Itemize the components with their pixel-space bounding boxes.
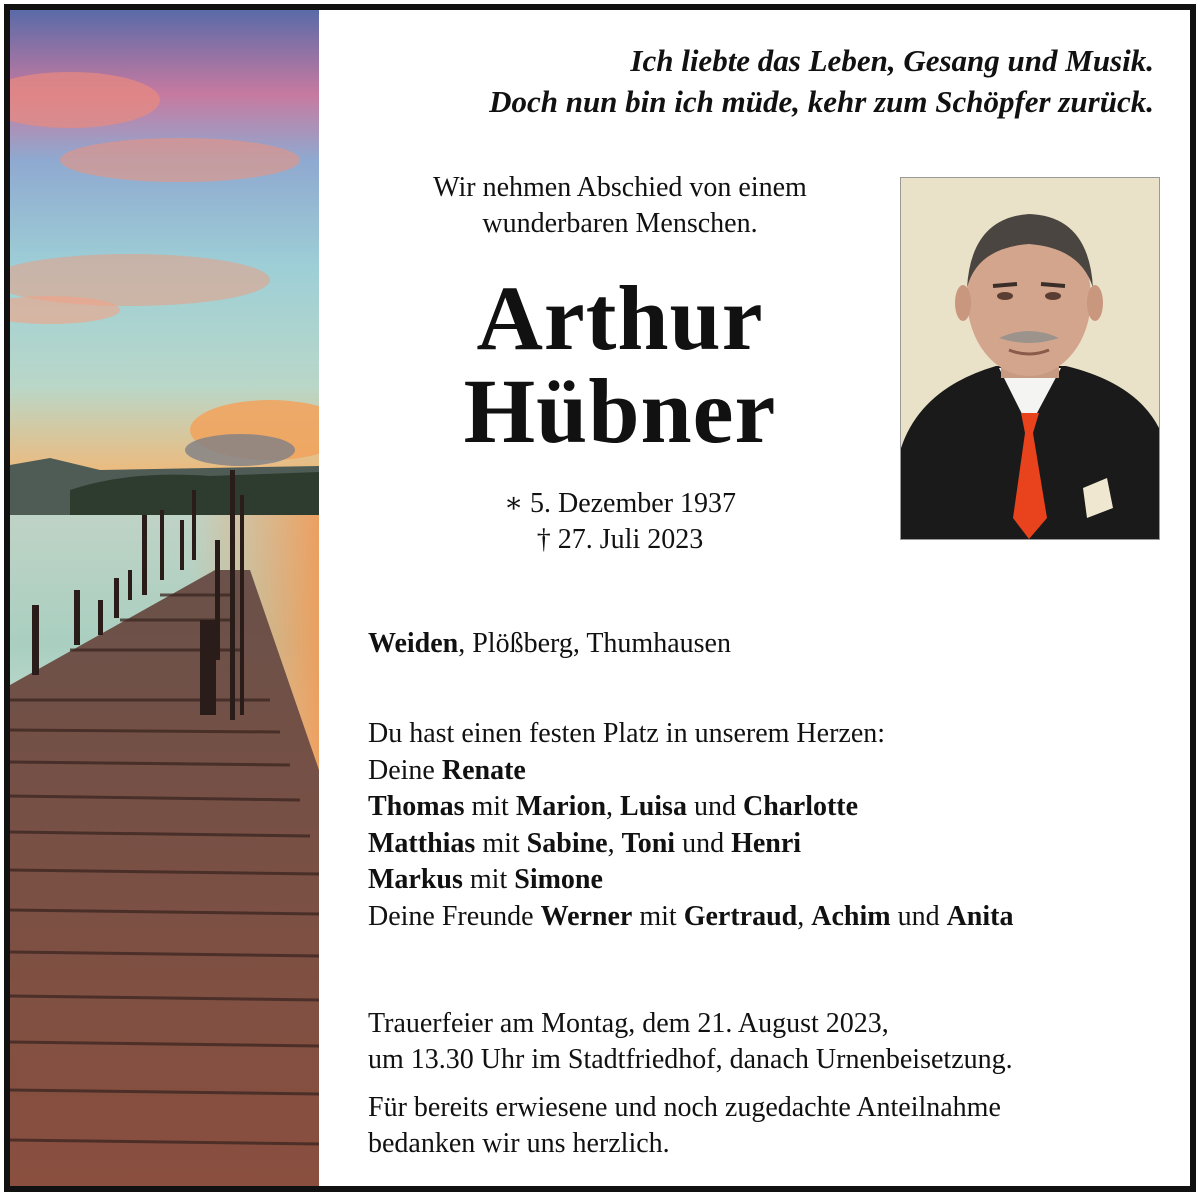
mourner-line xyxy=(368,899,1013,936)
mourner-name: Toni xyxy=(621,827,676,859)
funeral-info xyxy=(368,1006,1013,1078)
text: mit xyxy=(464,791,516,822)
mourner-line xyxy=(368,753,1013,790)
mourner-name: Sabine xyxy=(526,827,608,859)
mourner-line xyxy=(368,862,1013,899)
text: und xyxy=(890,900,947,932)
place-main: Weiden xyxy=(368,628,459,659)
mourner-name: Achim xyxy=(811,900,891,932)
text: und xyxy=(686,791,743,822)
mourner-name: Anita xyxy=(946,900,1014,932)
mourner-name: Charlotte xyxy=(742,791,859,822)
mourner-name: Thomas xyxy=(368,791,465,822)
text: , xyxy=(797,900,812,932)
text: , xyxy=(607,827,622,859)
thanks-line: bedanken wir uns herzlich. xyxy=(368,1128,670,1159)
mourner-name: Matthias xyxy=(368,827,476,859)
mourner-line xyxy=(368,826,1013,863)
intro-line: wunderbaren Menschen. xyxy=(482,208,758,239)
funeral-line: um 13.30 Uhr im Stadtfriedhof, danach Urnenbeisetzung. xyxy=(368,1044,1013,1075)
mourners-heading: Du hast einen festen Platz in unserem Herzen: xyxy=(368,718,886,749)
text: mit xyxy=(462,864,515,895)
thanks-line: Für bereits erwiesene und noch zugedachte Anteilnahme xyxy=(368,1092,1001,1123)
text: mit xyxy=(475,827,527,859)
mourner-name: Renate xyxy=(441,754,526,786)
portrait-photo xyxy=(900,177,1160,540)
mourner-name: Henri xyxy=(731,827,802,859)
intro-line: Wir nehmen Abschied von einem xyxy=(433,172,807,203)
places xyxy=(368,626,731,662)
mourner-name: Markus xyxy=(368,864,463,895)
text: Deine xyxy=(368,754,442,786)
poem-line: Ich liebte das Leben, Gesang und Musik. xyxy=(630,43,1154,78)
deceased-name xyxy=(370,267,870,462)
birth-date: ∗ 5. Dezember 1937 xyxy=(503,488,737,519)
last-name: Hübner xyxy=(463,360,777,462)
text: und xyxy=(675,827,732,859)
mourner-line xyxy=(368,789,1013,826)
poem-line: Doch nun bin ich müde, kehr zum Schöpfer zurück. xyxy=(489,84,1154,119)
obituary-notice xyxy=(4,4,1196,1192)
text: mit xyxy=(632,900,684,932)
mourner-name: Luisa xyxy=(620,791,687,822)
jetty-sunset-image xyxy=(10,10,319,1186)
place-rest: , Plößberg, Thumhausen xyxy=(458,628,731,659)
mourner-name: Simone xyxy=(514,864,603,895)
death-date: † 27. Juli 2023 xyxy=(536,524,704,555)
text: Deine Freunde xyxy=(368,900,541,932)
thanks-note xyxy=(368,1090,1001,1162)
mourner-name: Marion xyxy=(515,791,607,822)
life-dates xyxy=(370,486,870,558)
mourners-list xyxy=(368,716,1013,935)
farewell-intro xyxy=(370,170,870,242)
text: , xyxy=(606,791,621,822)
funeral-line: Trauerfeier am Montag, dem 21. August 2023, xyxy=(368,1008,889,1039)
mourner-name: Gertraud xyxy=(683,900,798,932)
first-name: Arthur xyxy=(476,267,764,369)
poem xyxy=(489,40,1154,122)
mourner-name: Werner xyxy=(540,900,633,932)
